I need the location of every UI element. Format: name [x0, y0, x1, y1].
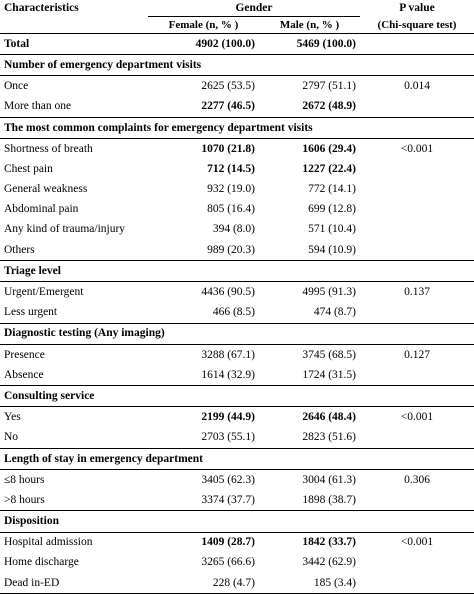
table-row [0, 573, 474, 594]
male-value: 3745 (68.5) [302, 348, 356, 361]
male-header: Male (n, % ) [279, 18, 340, 31]
row-label: Any kind of trauma/injury [4, 223, 126, 236]
p-value [360, 302, 474, 323]
male-value: 3442 (62.9) [302, 556, 356, 569]
section-header-row [0, 261, 474, 282]
section-title: Consulting service [0, 386, 474, 407]
table-row [0, 97, 474, 118]
table-row [0, 138, 474, 159]
male-value: 4995 (91.3) [302, 286, 356, 299]
male-value: 2823 (51.6) [302, 431, 356, 444]
header-row-1 [0, 0, 474, 17]
row-label: General weakness [4, 183, 88, 196]
section-title: Length of stay in emergency department [0, 448, 474, 469]
p-value [360, 179, 474, 199]
table-row [0, 553, 474, 573]
section-title: Diagnostic testing (Any imaging) [0, 323, 474, 344]
row-label: Abdominal pain [4, 203, 79, 216]
section-header-row [0, 117, 474, 138]
section-header-row [0, 448, 474, 469]
section-title: Number of emergency department visits [0, 55, 474, 76]
male-value: 2646 (48.4) [302, 411, 356, 424]
row-label: Absence [4, 368, 44, 381]
row-label: Once [4, 80, 29, 93]
section-header-row [0, 323, 474, 344]
table-row [0, 344, 474, 365]
female-value: 3288 (67.1) [201, 348, 255, 361]
female-value: 2199 (44.9) [201, 411, 255, 424]
table-row [0, 159, 474, 179]
gender-header: Gender [148, 0, 360, 17]
female-value: 3265 (66.6) [201, 556, 255, 569]
male-value: 1724 (31.5) [302, 368, 356, 381]
female-value: 466 (8.5) [212, 306, 255, 319]
header-row-2 [0, 17, 474, 34]
male-value: 1227 (22.4) [302, 162, 356, 175]
row-label: Others [4, 243, 35, 256]
section-title: Disposition [0, 511, 474, 532]
table-row [0, 179, 474, 199]
p-value: <0.001 [400, 411, 434, 424]
row-label: Less urgent [4, 306, 58, 319]
p-value [360, 490, 474, 511]
section-header-row [0, 386, 474, 407]
table-row [0, 407, 474, 428]
row-label: Urgent/Emergent [4, 286, 84, 299]
total-label: Total [4, 37, 30, 50]
section-header-row [0, 511, 474, 532]
table-row [0, 76, 474, 97]
female-value: 989 (20.3) [207, 243, 255, 256]
female-value: 805 (16.4) [207, 203, 255, 216]
row-label: ≤8 hours [4, 473, 45, 486]
pvalue-header: P value [399, 1, 435, 14]
header-spacer [0, 17, 148, 34]
row-label: No [4, 431, 19, 444]
table-row [0, 282, 474, 303]
row-label: Presence [4, 348, 45, 361]
male-value: 474 (8.7) [313, 306, 356, 319]
row-label: Home discharge [4, 556, 79, 569]
characteristics-header: Characteristics [4, 1, 79, 14]
total-row [0, 34, 474, 55]
p-value [360, 365, 474, 386]
table-row [0, 220, 474, 240]
row-label: Chest pain [4, 162, 53, 175]
female-value: 2703 (55.1) [201, 431, 255, 444]
row-label: Hospital admission [4, 536, 93, 549]
p-value [360, 428, 474, 449]
male-value: 1842 (33.7) [302, 536, 356, 549]
male-value: 185 (3.4) [259, 573, 360, 594]
female-header: Female (n, % ) [168, 18, 239, 31]
male-value: 2797 (51.1) [302, 80, 356, 93]
p-value [360, 220, 474, 240]
male-value: 571 (10.4) [308, 223, 356, 236]
male-value: 1606 (29.4) [302, 142, 356, 155]
female-value: 394 (8.0) [212, 223, 255, 236]
male-value: 594 (10.9) [308, 243, 356, 256]
row-label: Shortness of breath [4, 142, 93, 155]
p-value [360, 573, 474, 594]
section-title: Triage level [0, 261, 474, 282]
section-title: The most common complaints for emergency department visits [0, 117, 474, 138]
female-value: 3405 (62.3) [201, 473, 255, 486]
table-row [0, 365, 474, 386]
row-label: >8 hours [4, 493, 45, 506]
table-row [0, 200, 474, 220]
table-row [0, 428, 474, 449]
p-value: <0.001 [400, 536, 434, 549]
female-value: 228 (4.7) [148, 573, 259, 594]
row-label: More than one [4, 100, 72, 113]
table-row [0, 302, 474, 323]
female-value: 3374 (37.7) [201, 493, 255, 506]
male-value: 2672 (48.9) [302, 100, 356, 113]
p-value [360, 200, 474, 220]
table-row [0, 469, 474, 490]
p-value [360, 240, 474, 261]
female-value: 1070 (21.8) [201, 142, 255, 155]
p-value [360, 159, 474, 179]
total-female: 4902 (100.0) [195, 37, 255, 50]
female-value: 712 (14.5) [207, 162, 255, 175]
row-label: Dead in-ED [0, 573, 148, 594]
female-value: 932 (19.0) [207, 183, 255, 196]
table-body [0, 34, 474, 594]
p-value: 0.137 [404, 286, 430, 299]
p-value: 0.127 [404, 348, 430, 361]
p-value: 0.014 [404, 80, 430, 93]
table-row [0, 532, 474, 553]
p-value [360, 97, 474, 118]
p-value [360, 553, 474, 573]
section-header-row [0, 55, 474, 76]
female-value: 1614 (32.9) [201, 368, 255, 381]
male-value: 699 (12.8) [308, 203, 356, 216]
male-value: 772 (14.1) [308, 183, 356, 196]
male-value: 1898 (38.7) [302, 493, 356, 506]
table-row [0, 240, 474, 261]
female-value: 2625 (53.5) [201, 80, 255, 93]
pvalue-subheader: (Chi-square test) [377, 18, 457, 31]
female-value: 4436 (90.5) [201, 286, 255, 299]
male-value: 3004 (61.3) [302, 473, 356, 486]
total-pvalue [360, 34, 474, 55]
female-value: 1409 (28.7) [201, 536, 255, 549]
p-value: 0.306 [404, 473, 430, 486]
table-row [0, 490, 474, 511]
female-value: 2277 (46.5) [201, 100, 255, 113]
p-value: <0.001 [400, 142, 434, 155]
row-label: Yes [4, 411, 21, 424]
total-male: 5469 (100.0) [296, 37, 356, 50]
